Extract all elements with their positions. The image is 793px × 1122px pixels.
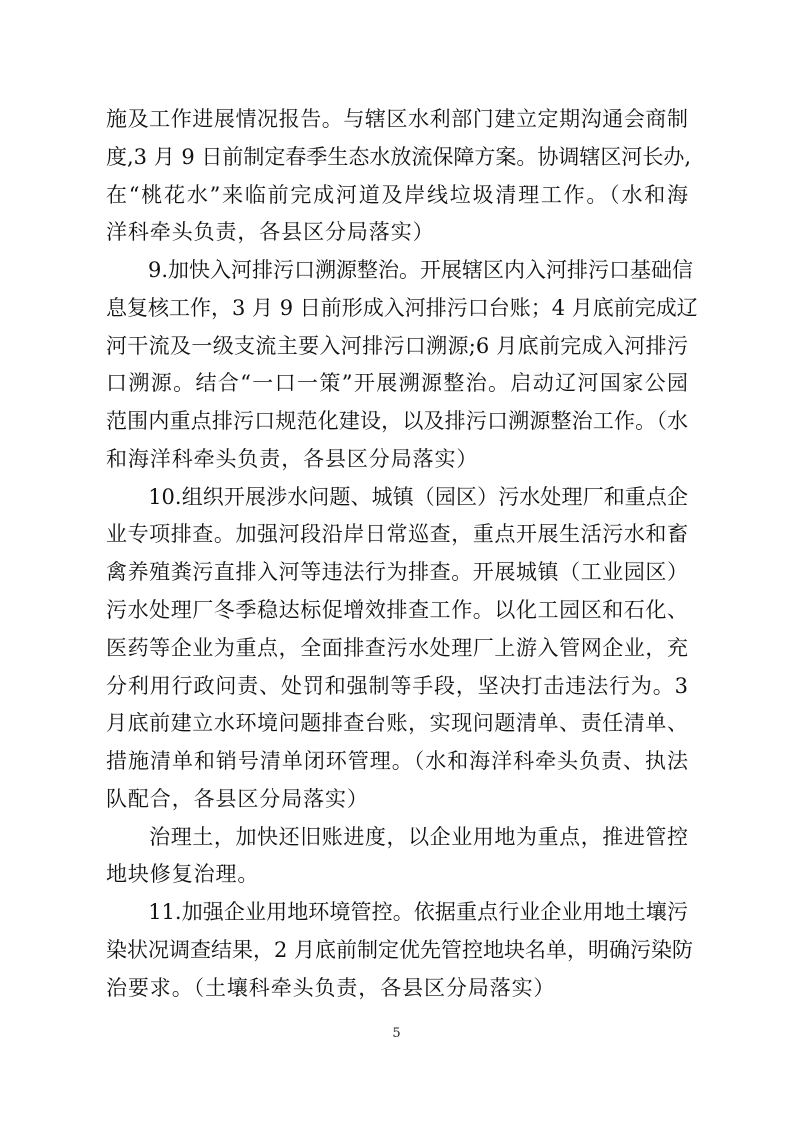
body-line: 施及工作进展情况报告。与辖区水利部门建立定期沟通会商制: [106, 107, 688, 131]
body-line: 在“桃花水”来临前完成河道及岸线垃圾清理工作。（水和海: [106, 183, 688, 207]
body-line: 染状况调查结果，2 月底前制定优先管控地块名单，明确污染防: [106, 938, 694, 962]
body-line: 业专项排查。加强河段沿岸日常巡查，重点开展生活污水和畜: [106, 522, 688, 546]
body-line: 息复核工作，3 月 9 日前形成入河排污口台账；4 月底前完成辽: [106, 296, 698, 320]
body-line: 度,3 月 9 日前制定春季生态水放流保障方案。协调辖区河长办,: [106, 145, 692, 169]
body-line: 范围内重点排污口规范化建设，以及排污口溯源整治工作。（水: [106, 409, 688, 433]
body-line: 治理土，加快还旧账进度，以企业用地为重点，推进管控: [106, 825, 688, 849]
body-line: 医药等企业为重点，全面排查污水处理厂上游入管网企业，充: [106, 636, 688, 660]
body-line: 队配合，各县区分局落实）: [106, 787, 369, 811]
body-line: 污水处理厂冬季稳达标促增效排查工作。以化工园区和石化、: [106, 598, 688, 622]
body-line: 地块修复治理。: [106, 862, 260, 886]
page-number: 5: [392, 1026, 401, 1041]
body-line: 10.组织开展涉水问题、城镇（园区）污水处理厂和重点企: [106, 485, 688, 509]
body-line: 洋科牵头负责，各县区分局落实）: [106, 220, 435, 244]
body-line: 11.加强企业用地环境管控。依据重点行业企业用地土壤污: [106, 900, 688, 924]
body-line: 河干流及一级支流主要入河排污口溯源;6 月底前完成入河排污: [106, 334, 688, 358]
body-line: 月底前建立水环境问题排查台账，实现问题清单、责任清单、: [106, 711, 688, 735]
body-line: 措施清单和销号清单闭环管理。（水和海洋科牵头负责、执法: [106, 749, 688, 773]
body-line: 分利用行政问责、处罚和强制等手段，坚决打击违法行为。3: [106, 674, 688, 698]
body-line: 治要求。（土壤科牵头负责，各县区分局落实）: [106, 976, 556, 1000]
body-line: 禽养殖粪污直排入河等违法行为排查。开展城镇（工业园区）: [106, 560, 688, 584]
body-line: 9.加快入河排污口溯源整治。开展辖区内入河排污口基础信: [106, 258, 694, 282]
body-line: 和海洋科牵头负责，各县区分局落实）: [106, 447, 479, 471]
body-line: 口溯源。结合“一口一策”开展溯源整治。启动辽河国家公园: [106, 371, 688, 395]
